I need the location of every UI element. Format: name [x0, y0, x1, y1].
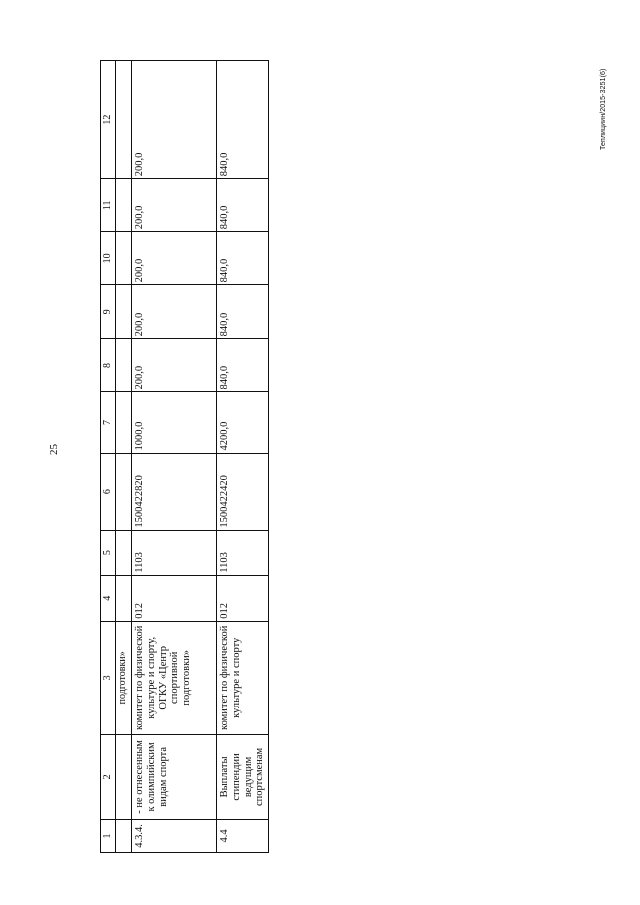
header-cell: 1	[101, 819, 116, 852]
rzpr-code: 1103	[217, 530, 269, 575]
header-cell: 9	[101, 285, 116, 339]
continuation-row	[116, 61, 132, 853]
activity-name: - не отнесенным к олимпийским видам спорта	[132, 734, 217, 819]
document-code: Теплициин/2015-3251(6)	[600, 68, 607, 150]
year-amount: 200,0	[132, 179, 217, 232]
year-amount: 840,0	[217, 179, 269, 232]
row-number: 4.4	[217, 819, 269, 852]
activity-name: Выплаты стипендии ведущим спортсменам	[217, 734, 269, 819]
header-cell: 10	[101, 232, 116, 285]
grbs-code: 012	[217, 575, 269, 621]
grbs-code: 012	[132, 575, 217, 621]
header-cell: 6	[101, 453, 116, 530]
year-amount: 840,0	[217, 61, 269, 179]
header-cell: 5	[101, 530, 116, 575]
total-amount: 4200,0	[217, 392, 269, 453]
executor: комитет по физической культуре и спорту	[217, 621, 269, 734]
rzpr-code: 1103	[132, 530, 217, 575]
year-amount: 840,0	[217, 285, 269, 339]
page-number: 25	[48, 444, 60, 455]
budget-table	[100, 60, 266, 853]
year-amount: 840,0	[217, 339, 269, 392]
header-cell: 3	[101, 621, 116, 734]
total-amount: 1000,0	[132, 392, 217, 453]
row-number: 4.3.4.	[132, 819, 217, 852]
header-cell: 8	[101, 339, 116, 392]
table-header-row	[101, 61, 116, 853]
header-cell: 12	[101, 61, 116, 179]
year-amount: 200,0	[132, 339, 217, 392]
csr-code: 1500422420	[217, 453, 269, 530]
year-amount: 200,0	[132, 285, 217, 339]
header-cell: 2	[101, 734, 116, 819]
header-cell: 7	[101, 392, 116, 453]
year-amount: 200,0	[132, 61, 217, 179]
header-cell: 4	[101, 575, 116, 621]
year-amount: 840,0	[217, 232, 269, 285]
continuation-text: подготовки»	[116, 621, 132, 734]
csr-code: 1500422820	[132, 453, 217, 530]
year-amount: 200,0	[132, 232, 217, 285]
table-row	[217, 61, 269, 853]
header-cell: 11	[101, 179, 116, 232]
table-row	[132, 61, 217, 853]
executor: комитет по физической культуре и спорту, ОГКУ «Центр спортивной подготовки»	[132, 621, 217, 734]
